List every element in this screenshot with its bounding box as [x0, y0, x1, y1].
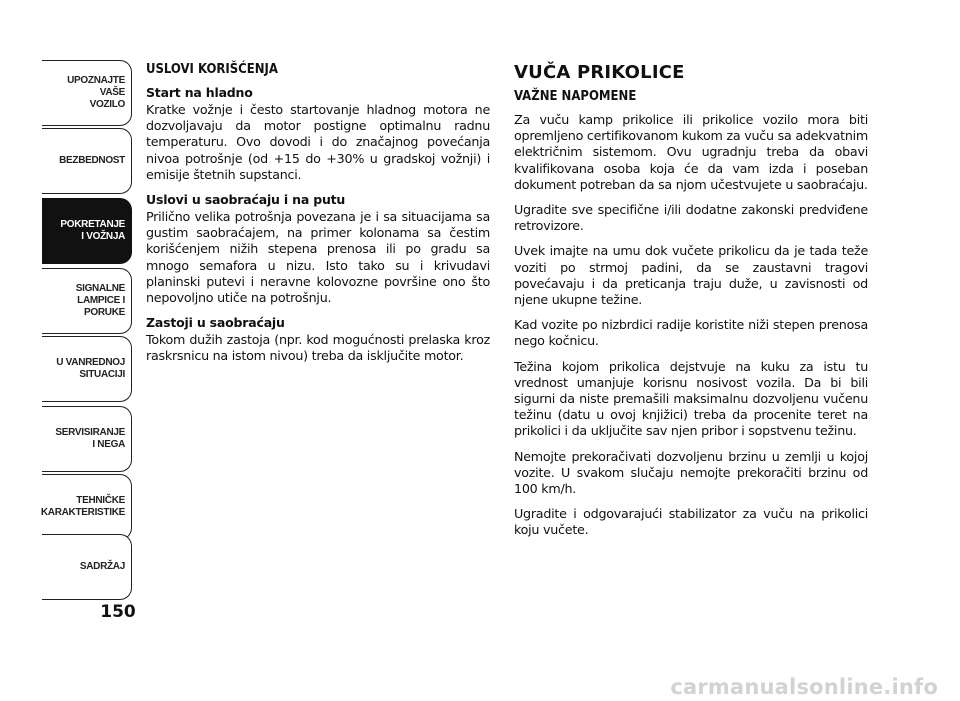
tab-pokretanje-i-voznja[interactable]: POKRETANJE I VOŽNJA — [42, 198, 132, 264]
paragraph: Uvek imajte na umu dok vučete prikolicu da je tada teže voziti po strmoj padini, da se zaustavni tragovi povećavaju i da preticanja traju duže, u zavisnosti od njene ukupne težine. — [514, 243, 868, 308]
subheading-traffic-conditions: Uslovi u saobraćaju i na putu — [146, 192, 346, 208]
tab-upoznajte-vase-vozilo[interactable]: UPOZNAJTE VAŠE VOZILO — [42, 60, 132, 126]
paragraph: Tokom dužih zastoja (npr. kod mogućnosti prelaska kroz raskrsnicu na istom nivou) treba da isključite motor. — [146, 332, 490, 364]
subheading-traffic-stops: Zastoji u saobraćaju — [146, 315, 285, 331]
left-column — [146, 62, 490, 374]
paragraph: Kad vozite po nizbrdici radije koristite niži stepen prenosa nego kočnicu. — [514, 317, 868, 349]
tab-signalne-lampice[interactable]: SIGNALNE LAMPICE I PORUKE — [42, 268, 132, 334]
paragraph: Težina kojom prikolica dejstvuje na kuku za istu tu vrednost umanjuje korisnu nosivost vozila. Da bi bili sigurni da niste premašili maksimalnu dozvoljenu vučenu težinu (datu u ovoj knjižici) treba da procenite teret na prikolici i da uključite sav njen pribor i sopstvenu težinu. — [514, 358, 868, 439]
section-heading: USLOVI KORIŠĆENJA — [146, 62, 278, 77]
tab-bezbednost[interactable]: BEZBEDNOST — [42, 128, 132, 194]
paragraph: Za vuču kamp prikolice ili prikolice vozilo mora biti opremljeno certifikovanom kukom za vuču sa adekvatnim električnim sistemom. Ovu ugradnju treba da obavi kvalifikovana osoba koja će da vam izda i poseban dokument potreban da sa njom učestvujete u saobraćaju. — [514, 112, 868, 192]
page-title: VUČA PRIKOLICE — [514, 62, 685, 83]
tab-sadrzaj[interactable]: SADRŽAJ — [42, 534, 132, 600]
right-column — [514, 62, 868, 548]
section-subtitle: VAŽNE NAPOMENE — [514, 89, 637, 104]
paragraph: Prilično velika potrošnja povezana je i sa situacijama sa gustim saobraćajem, na primer kolonama sa čestim korišćenjem nižih stepena prenosa ili po gradu sa mnogo semafora u nizu. Isto tako su i krivudavi planinski putevi i neravne kolovozne površine ono što nepovoljno utiče na potrošnju. — [146, 209, 490, 306]
tab-servisiranje-i-nega[interactable]: SERVISIRANJE I NEGA — [42, 406, 132, 472]
paragraph: Nemojte prekoračivati dozvoljenu brzinu u zemlji u kojoj vozite. U svakom slučaju nemojte prekoračiti brzinu od 100 km/h. — [514, 448, 868, 497]
subheading-cold-start: Start na hladno — [146, 85, 253, 100]
tab-u-vanrednoj-situaciji[interactable]: U VANREDNOJ SITUACIJI — [42, 336, 132, 402]
page-number: 150 — [100, 602, 136, 622]
paragraph: Kratke vožnje i često startovanje hladnog motora ne dozvoljavaju da motor postigne optimalnu radnu temperaturu. Ovo dovodi i do značajnog povećanja nivoa potrošnje (od +15 do +30% u gradskoj vožnji) i emisije štetnih supstanci. — [146, 102, 490, 182]
paragraph: Ugradite i odgovarajući stabilizator za vuču na prikolici koju vučete. — [514, 506, 868, 538]
watermark: carmanualsonline.info — [670, 675, 938, 699]
paragraph: Ugradite sve specifične i/ili dodatne zakonski predviđene retrovizore. — [514, 202, 868, 234]
tab-tehnicke-karakteristike[interactable]: TEHNIČKE KARAKTERISTIKE — [42, 474, 132, 540]
